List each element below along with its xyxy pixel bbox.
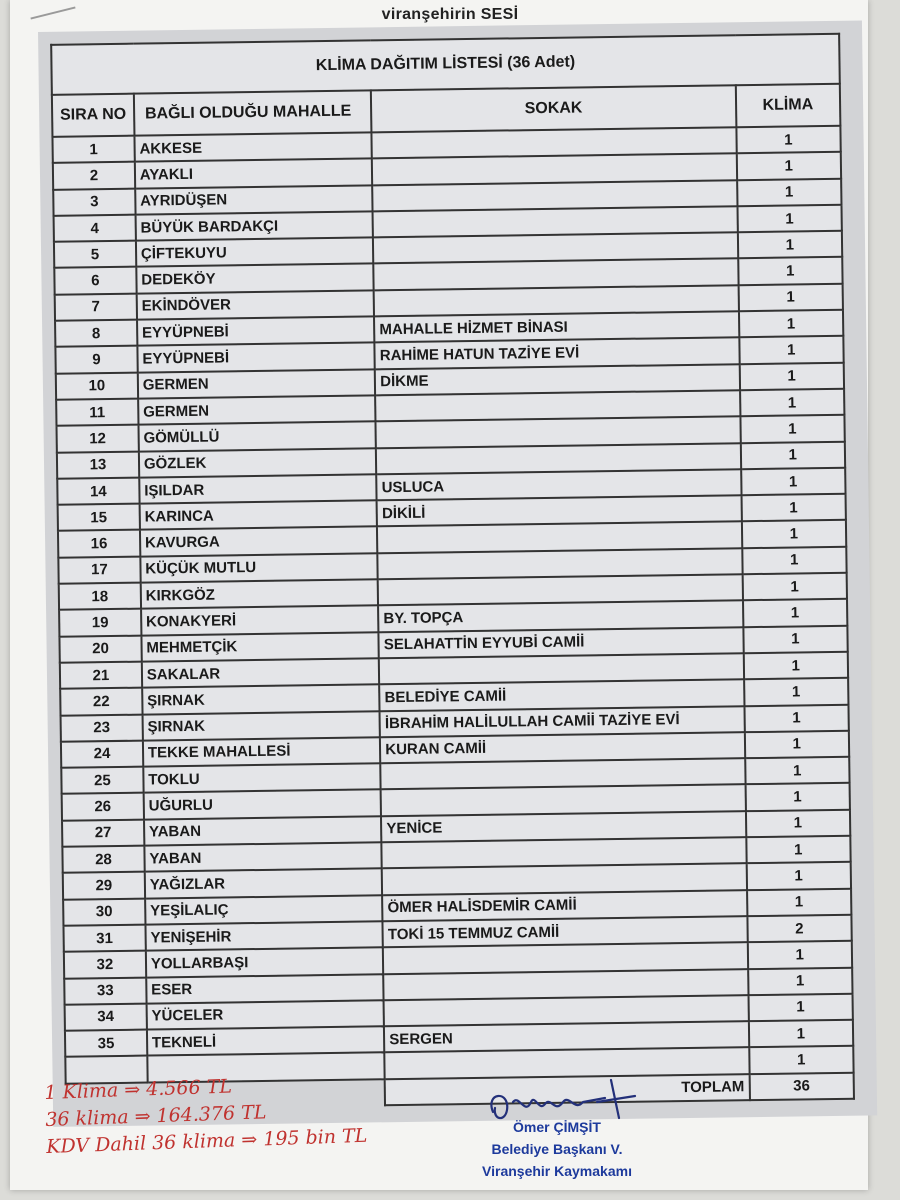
row-no-cell: 33 [64,977,146,1004]
row-klima-cell: 1 [744,678,849,706]
row-sokak-cell: RAHİME HATUN TAZİYE EVİ [375,338,740,369]
row-no-cell: 1 [52,136,134,163]
row-klima-cell: 1 [748,1020,853,1048]
header-mahalle: BAĞLI OLDUĞU MAHALLE [134,90,372,135]
row-klima-cell: 1 [740,441,845,469]
row-no-cell: 35 [65,1030,147,1057]
row-mahalle-cell: YABAN [144,816,382,846]
row-no-cell: 26 [62,793,144,820]
row-no-cell: 5 [54,241,136,268]
watermark-text: viranşehirin SESİ [381,6,519,23]
row-no-cell: 25 [61,767,143,794]
row-mahalle-cell: DEDEKÖY [136,264,374,294]
row-no-cell: 8 [55,320,137,347]
row-klima-cell: 1 [736,152,841,180]
row-no-cell: 23 [61,714,143,741]
row-no-cell: 20 [59,635,141,662]
signatory-office: Viranşehir Kaymakamı [482,1163,632,1179]
row-mahalle-cell: ŞIRNAK [142,711,380,741]
row-no-cell: 32 [64,951,146,978]
row-mahalle-cell: TOKLU [143,763,381,793]
row-klima-cell: 1 [746,836,851,864]
row-klima-cell: 1 [743,625,848,653]
row-klima-cell: 1 [747,941,852,969]
row-sokak-cell: YENİCE [381,811,746,842]
row-klima-cell: 1 [740,415,845,443]
handwritten-notes [44,1069,368,1161]
row-no-cell: 10 [56,372,138,399]
row-mahalle-cell: EKİNDÖVER [137,290,375,320]
row-sokak-cell: İBRAHİM HALİLULLAH CAMİİ TAZİYE EVİ [380,706,745,737]
row-sokak-cell: MAHALLE HİZMET BİNASI [374,311,739,342]
row-no-cell: 18 [59,583,141,610]
signature-block [462,1116,652,1182]
row-klima-cell: 1 [745,757,850,785]
row-no-cell: 15 [58,504,140,531]
row-klima-cell: 1 [739,362,844,390]
row-klima-cell: 1 [740,389,845,417]
handwritten-note: 36 klima ⇒ 164.376 TL [45,1101,267,1131]
row-mahalle-cell: AKKESE [134,132,372,162]
header-sira-no: SIRA NO [52,94,134,137]
row-sokak-cell: USLUCA [376,469,741,500]
row-no-cell: 17 [58,556,140,583]
row-mahalle-cell: TEKKE MAHALLESİ [143,737,381,767]
row-sokak-cell: KURAN CAMİİ [380,732,745,763]
row-mahalle-cell: EYYÜPNEBİ [137,343,375,373]
row-sokak-cell: BELEDİYE CAMİİ [379,679,744,710]
total-label: TOPLAM [385,1074,750,1105]
row-mahalle-cell: SAKALAR [142,658,380,688]
row-no-cell: 7 [55,293,137,320]
row-klima-cell: 2 [747,915,852,943]
row-klima-cell: 1 [737,178,842,206]
row-klima-cell: 1 [746,862,851,890]
row-klima-cell: 1 [739,310,844,338]
row-klima-cell: 1 [748,994,853,1022]
row-mahalle-cell: YABAN [144,842,382,872]
row-no-cell: 34 [65,1003,147,1030]
row-sokak-cell: TOKİ 15 TEMMUZ CAMİİ [383,916,748,947]
row-no-cell: 3 [53,188,135,215]
row-sokak-cell: ÖMER HALİSDEMİR CAMİİ [382,890,747,921]
row-klima-cell: 1 [744,731,849,759]
row-mahalle-cell: GÖMÜLLÜ [138,422,376,452]
distribution-list-sheet [38,20,877,1126]
row-no-cell: 27 [62,819,144,846]
row-klima-cell: 1 [748,967,853,995]
row-no-cell: 22 [60,688,142,715]
signatory-title: Belediye Başkanı V. [491,1141,623,1157]
row-no-cell: 29 [63,872,145,899]
row-mahalle-cell: YEŞİLALIÇ [145,895,383,925]
row-mahalle-cell: ŞIRNAK [142,685,380,715]
row-sokak-cell: SERGEN [384,1021,749,1052]
row-no-cell: 16 [58,530,140,557]
row-no-cell: 12 [57,425,139,452]
header-klima: KLİMA [735,84,840,127]
row-no-cell: 19 [59,609,141,636]
row-no-cell: 24 [61,740,143,767]
row-no-cell: 21 [60,662,142,689]
row-mahalle-cell: YÜCELER [146,1000,384,1030]
signatory-name: Ömer ÇİMŞİT [513,1119,601,1135]
row-mahalle-cell: YENİŞEHİR [145,921,383,951]
row-mahalle-cell: AYAKLI [135,159,373,189]
row-mahalle-cell: KIRKGÖZ [141,579,379,609]
row-mahalle-cell: KAVURGA [140,527,378,557]
row-klima-cell: 1 [741,494,846,522]
row-mahalle-cell: KARINCA [139,500,377,530]
row-mahalle-cell: ÇİFTEKUYU [136,238,374,268]
row-mahalle-cell: IŞILDAR [139,474,377,504]
row-klima-cell: 1 [747,888,852,916]
row-klima-cell: 1 [738,257,843,285]
table-title: KLİMA DAĞITIM LİSTESİ (36 Adet) [51,34,840,95]
row-mahalle-cell: MEHMETÇİK [141,632,379,662]
row-no-cell: 28 [62,846,144,873]
row-mahalle-cell: GERMEN [138,369,376,399]
row-sokak-cell: BY. TOPÇA [378,601,743,632]
handwritten-note: KDV Dahil 36 klima ⇒ 195 bin TL [45,1124,368,1158]
row-mahalle-cell: YOLLARBAŞI [146,947,384,977]
row-klima-cell: 1 [746,809,851,837]
row-mahalle-cell: UĞURLU [143,790,381,820]
row-klima-cell: 1 [739,336,844,364]
row-no-cell: 11 [56,399,138,426]
row-klima-cell: 1 [745,783,850,811]
row-mahalle-cell: GERMEN [138,395,376,425]
row-no-cell: 31 [63,924,145,951]
distribution-table [50,33,855,1111]
row-no-cell: 30 [63,898,145,925]
row-klima-cell: 1 [743,652,848,680]
row-no-cell: 2 [53,162,135,189]
handwritten-note: 1 Klima ⇒ 4.566 TL [44,1075,233,1104]
row-mahalle-cell: EYYÜPNEBİ [137,316,375,346]
row-mahalle-cell: AYRIDÜŞEN [135,185,373,215]
row-mahalle-cell: KONAKYERİ [141,606,379,636]
row-klima-cell: 1 [741,520,846,548]
row-klima-cell: 1 [742,573,847,601]
row-klima-cell: 1 [737,231,842,259]
row-klima-cell: 1 [736,126,841,154]
row-klima-cell: 1 [744,704,849,732]
row-no-cell: 9 [55,346,137,373]
row-klima-cell: 1 [749,1046,854,1074]
row-klima-cell: 1 [741,468,846,496]
row-klima-cell: 1 [737,205,842,233]
row-sokak-cell: DİKİLİ [377,495,742,526]
row-klima-cell: 1 [743,599,848,627]
row-mahalle-cell: BÜYÜK BARDAKÇI [135,211,373,241]
header-sokak: SOKAK [371,85,736,132]
row-no-cell: 6 [54,267,136,294]
row-no-cell: 4 [54,215,136,242]
row-mahalle-cell: TEKNELİ [147,1026,385,1056]
row-no-cell: 14 [57,477,139,504]
row-klima-cell: 1 [738,284,843,312]
row-klima-cell: 1 [742,547,847,575]
row-mahalle-cell: YAĞIZLAR [145,869,383,899]
row-no-cell: 13 [57,451,139,478]
total-value: 36 [749,1072,854,1100]
row-mahalle-cell: ESER [146,974,384,1004]
row-sokak-cell: SELAHATTİN EYYUBİ CAMİİ [379,627,744,658]
row-sokak-cell: DİKME [375,364,740,395]
row-mahalle-cell: GÖZLEK [139,448,377,478]
row-mahalle-cell: KÜÇÜK MUTLU [140,553,378,583]
